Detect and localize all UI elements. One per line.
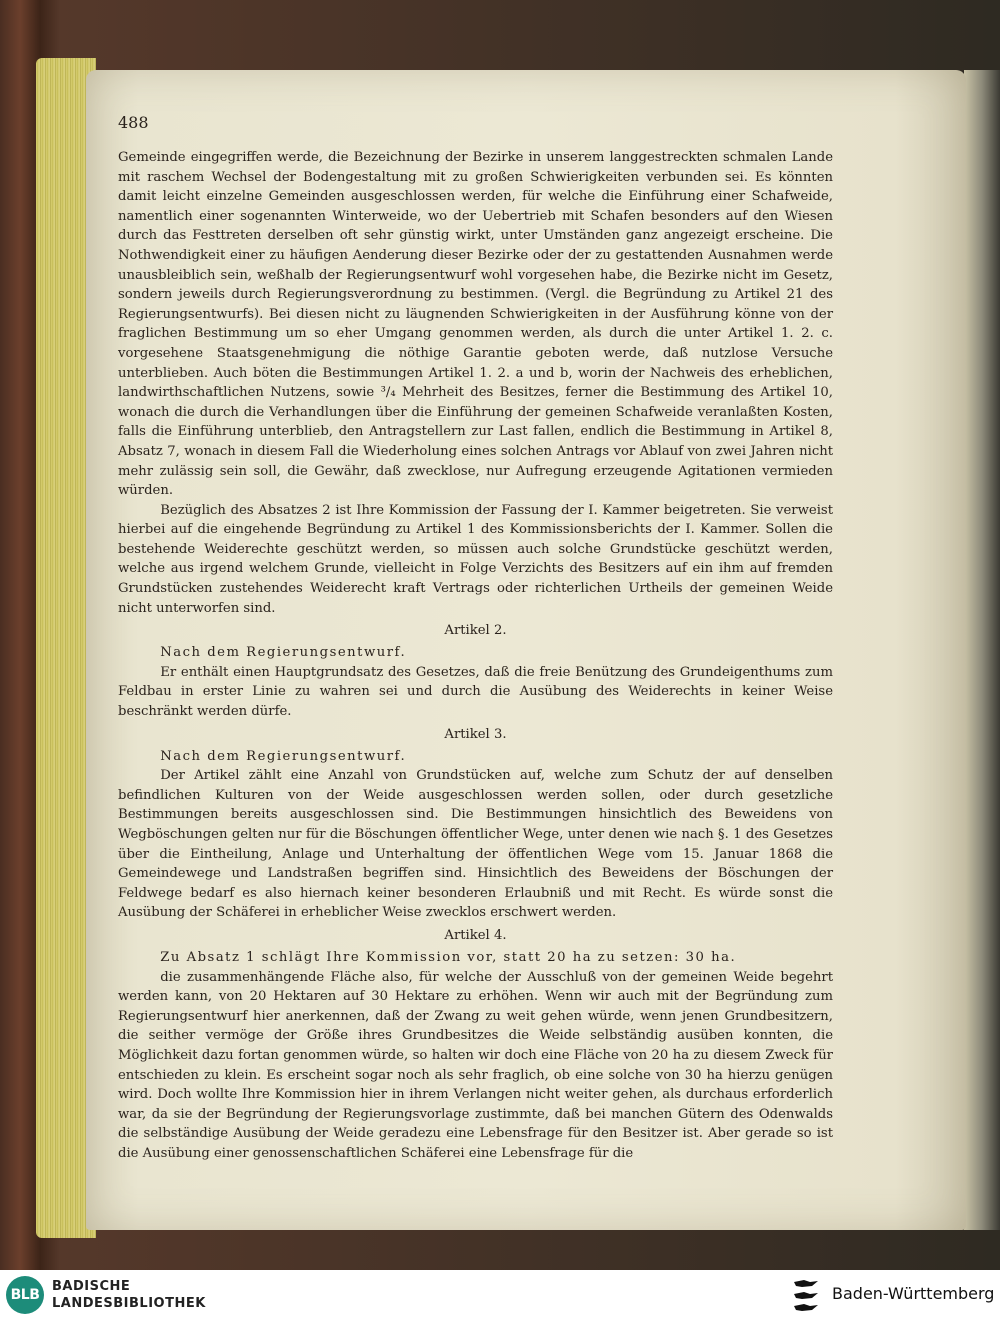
paragraph: Der Artikel zählt eine Anzahl von Grundstücken auf, welche zum Schutz der auf denselben befindlichen Kulturen von der Weide ausgeschlossen werden sollen, oder durch gesetzliche Bestimmungen bereits ausgeschlossen sind. Die Bestimmungen hinsichtlich des Beweidens von Wegböschungen gelten nur für die Böschungen öffentlicher Wege, unter denen wie nach §. 1 des Gesetzes über die Eintheilung, Anlage und Unterhaltung der öffentlichen Wege vom 15. Januar 1868 die Gemeindewege und Landstraßen begriffen sind. Hinsichtlich des Beweidens der Böschungen der Feldwege bedarf es also hiernach keiner besonderen Erlaubniß und mit Recht. Es würde sonst die Ausübung der Schäferei in erheblicher Weise zwecklos erschwert werden. [118,768,833,921]
paragraph: die zusammenhängende Fläche also, für welche der Ausschluß von der gemeinen Weide begehrt werden kann, von 20 Hektaren auf 30 Hektare zu erhöhen. Wenn wir auch mit der Begründung zum Regierungsentwurf hier anerkennen, daß der Zwang zu weit gehen würde, wenn jenen Grundbesitzern, die seither vermöge der Größe ihres Grundbesitzes die Weide selbständig ausüben konnten, die Möglichkeit dazu fortan genommen würde, so halten wir doch eine Fläche von 20 ha zu diesem Zweck für entschieden zu klein. Es erscheint sogar noch als sehr fraglich, ob eine solche von 30 ha hierzu genügen wird. Doch wollte Ihre Kommission hier in ihrem Verlangen nicht weiter gehen, als durchaus erforderlich war, da sie der Begründung der Regierungsvorlage zustimmte, daß bei manchen Gütern des Odenwalds die selbständige Ausübung der Weide geradezu eine Lebensfrage für den Besitzer ist. Aber gerade so ist die Ausübung einer genossenschaftlichen Schäferei eine Lebensfrage für die [118,969,833,1161]
paragraph: Bezüglich des Absatzes 2 ist Ihre Kommission der Fassung der I. Kammer beigetreten. Sie verweist hierbei auf die eingehende Begründung zu Artikel 1 des Kommissionsberichts der I. Kammer. Sollen die bestehende Weiderechte geschützt werden, so müssen auch solche Grundstücke geschützt werden, welche aus irgend welchem Grunde, vielleicht in Folge Verzichts des Besitzers auf ein ihm auf fremden Grundstücken zustehendes Weiderecht kraft Vertrags oder richterlichen Urtheils der gemeinen Weide nicht unterworfen sind. [118,502,833,616]
article-heading: Artikel 3. [444,726,507,742]
blb-logo-icon[interactable]: BLB [6,1276,44,1314]
library-name[interactable] [52,1278,206,1312]
page-number: 488 [118,113,149,132]
footer-bar [0,1270,1000,1320]
article-heading: Artikel 4. [444,927,507,943]
library-name-line2: LANDESBIBLIOTHEK [52,1296,206,1311]
state-name[interactable]: Baden-Württemberg [832,1284,995,1303]
library-name-line1: BADISCHE [52,1279,131,1294]
article-subheading: Nach dem Regierungsentwurf. [160,645,407,661]
article-heading: Artikel 2. [444,623,507,639]
article-subheading: Nach dem Regierungsentwurf. [160,748,407,764]
paragraph: Gemeinde eingegriffen werde, die Bezeichnung der Bezirke in unserem langgestreckten schmalen Lande mit raschem Wechsel der Bodengestaltung mit zu großen Schwierigkeiten verbunden sei. Es könnten damit leicht einzelne Gemeinden ausgeschlossen werden, für welche die Einführung einer Schafweide, namentlich einer sogenannten Winterweide, wo der Uebertrieb mit Schafen besonders auf den Wiesen durch das Festtreten derselben oft sehr günstig wirkt, unter Umständen ganz angezeigt erscheine. Die Nothwendigkeit einer zu häufigen Aenderung dieser Bezirke oder der zu gestattenden Ausnahmen werde unausbleiblich sein, weßhalb der Regierungsentwurf wohl vorgesehen habe, die Bezirke nicht im Gesetz, sondern jeweils durch Regierungsverordnung zu bestimmen. (Vergl. die Begründung zu Artikel 21 des Regierungsentwurfs). Bei diesen nicht zu läugnenden Schwierigkeiten in der Ausführung könne von der fraglichen Bestimmung um so eher Umgang genommen werden, als durch die unter Artikel 1. 2. c. vorgesehene Staatsgenehmigung die nöthige Garantie geboten werde, daß nutzlose Versuche unterblieben. Auch böten die Bestimmungen Artikel 1. 2. a und b, worin der Nachweis des erheblichen, landwirthschaftlichen Nutzens, sowie ³/₄ Mehrheit des Besitzes, ferner die Bestimmung des Artikel 10, wonach die durch die Verhandlungen über die Einführung der gemeinen Schafweide veranlaßten Kosten, falls die Einführung unterblieb, den Antragstellern zur Last fallen, endlich die Bestimmung in Artikel 8, Absatz 7, wonach in diesem Fall die Wiederholung eines solchen Antrags vor Ablauf von zwei Jahren nicht mehr zulässig sein soll, die Gewähr, daß zwecklose, nur Aufregung erzeugende Agitationen vermieden würden. [118,150,833,499]
paragraph: Er enthält einen Hauptgrundsatz des Gesetzes, daß die freie Benützung des Grundeigenthums zum Feldbau in erster Linie zu wahren sei und durch die Ausübung des Weiderechts in keiner Weise beschränkt werden dürfe. [118,664,833,720]
article-subheading: Zu Absatz 1 schlägt Ihre Kommission vor, statt 20 ha zu setzen: 30 ha. [160,949,737,965]
book-cover-edge [964,70,1000,1230]
lions-emblem-icon [790,1276,822,1314]
page-text [118,110,833,1164]
